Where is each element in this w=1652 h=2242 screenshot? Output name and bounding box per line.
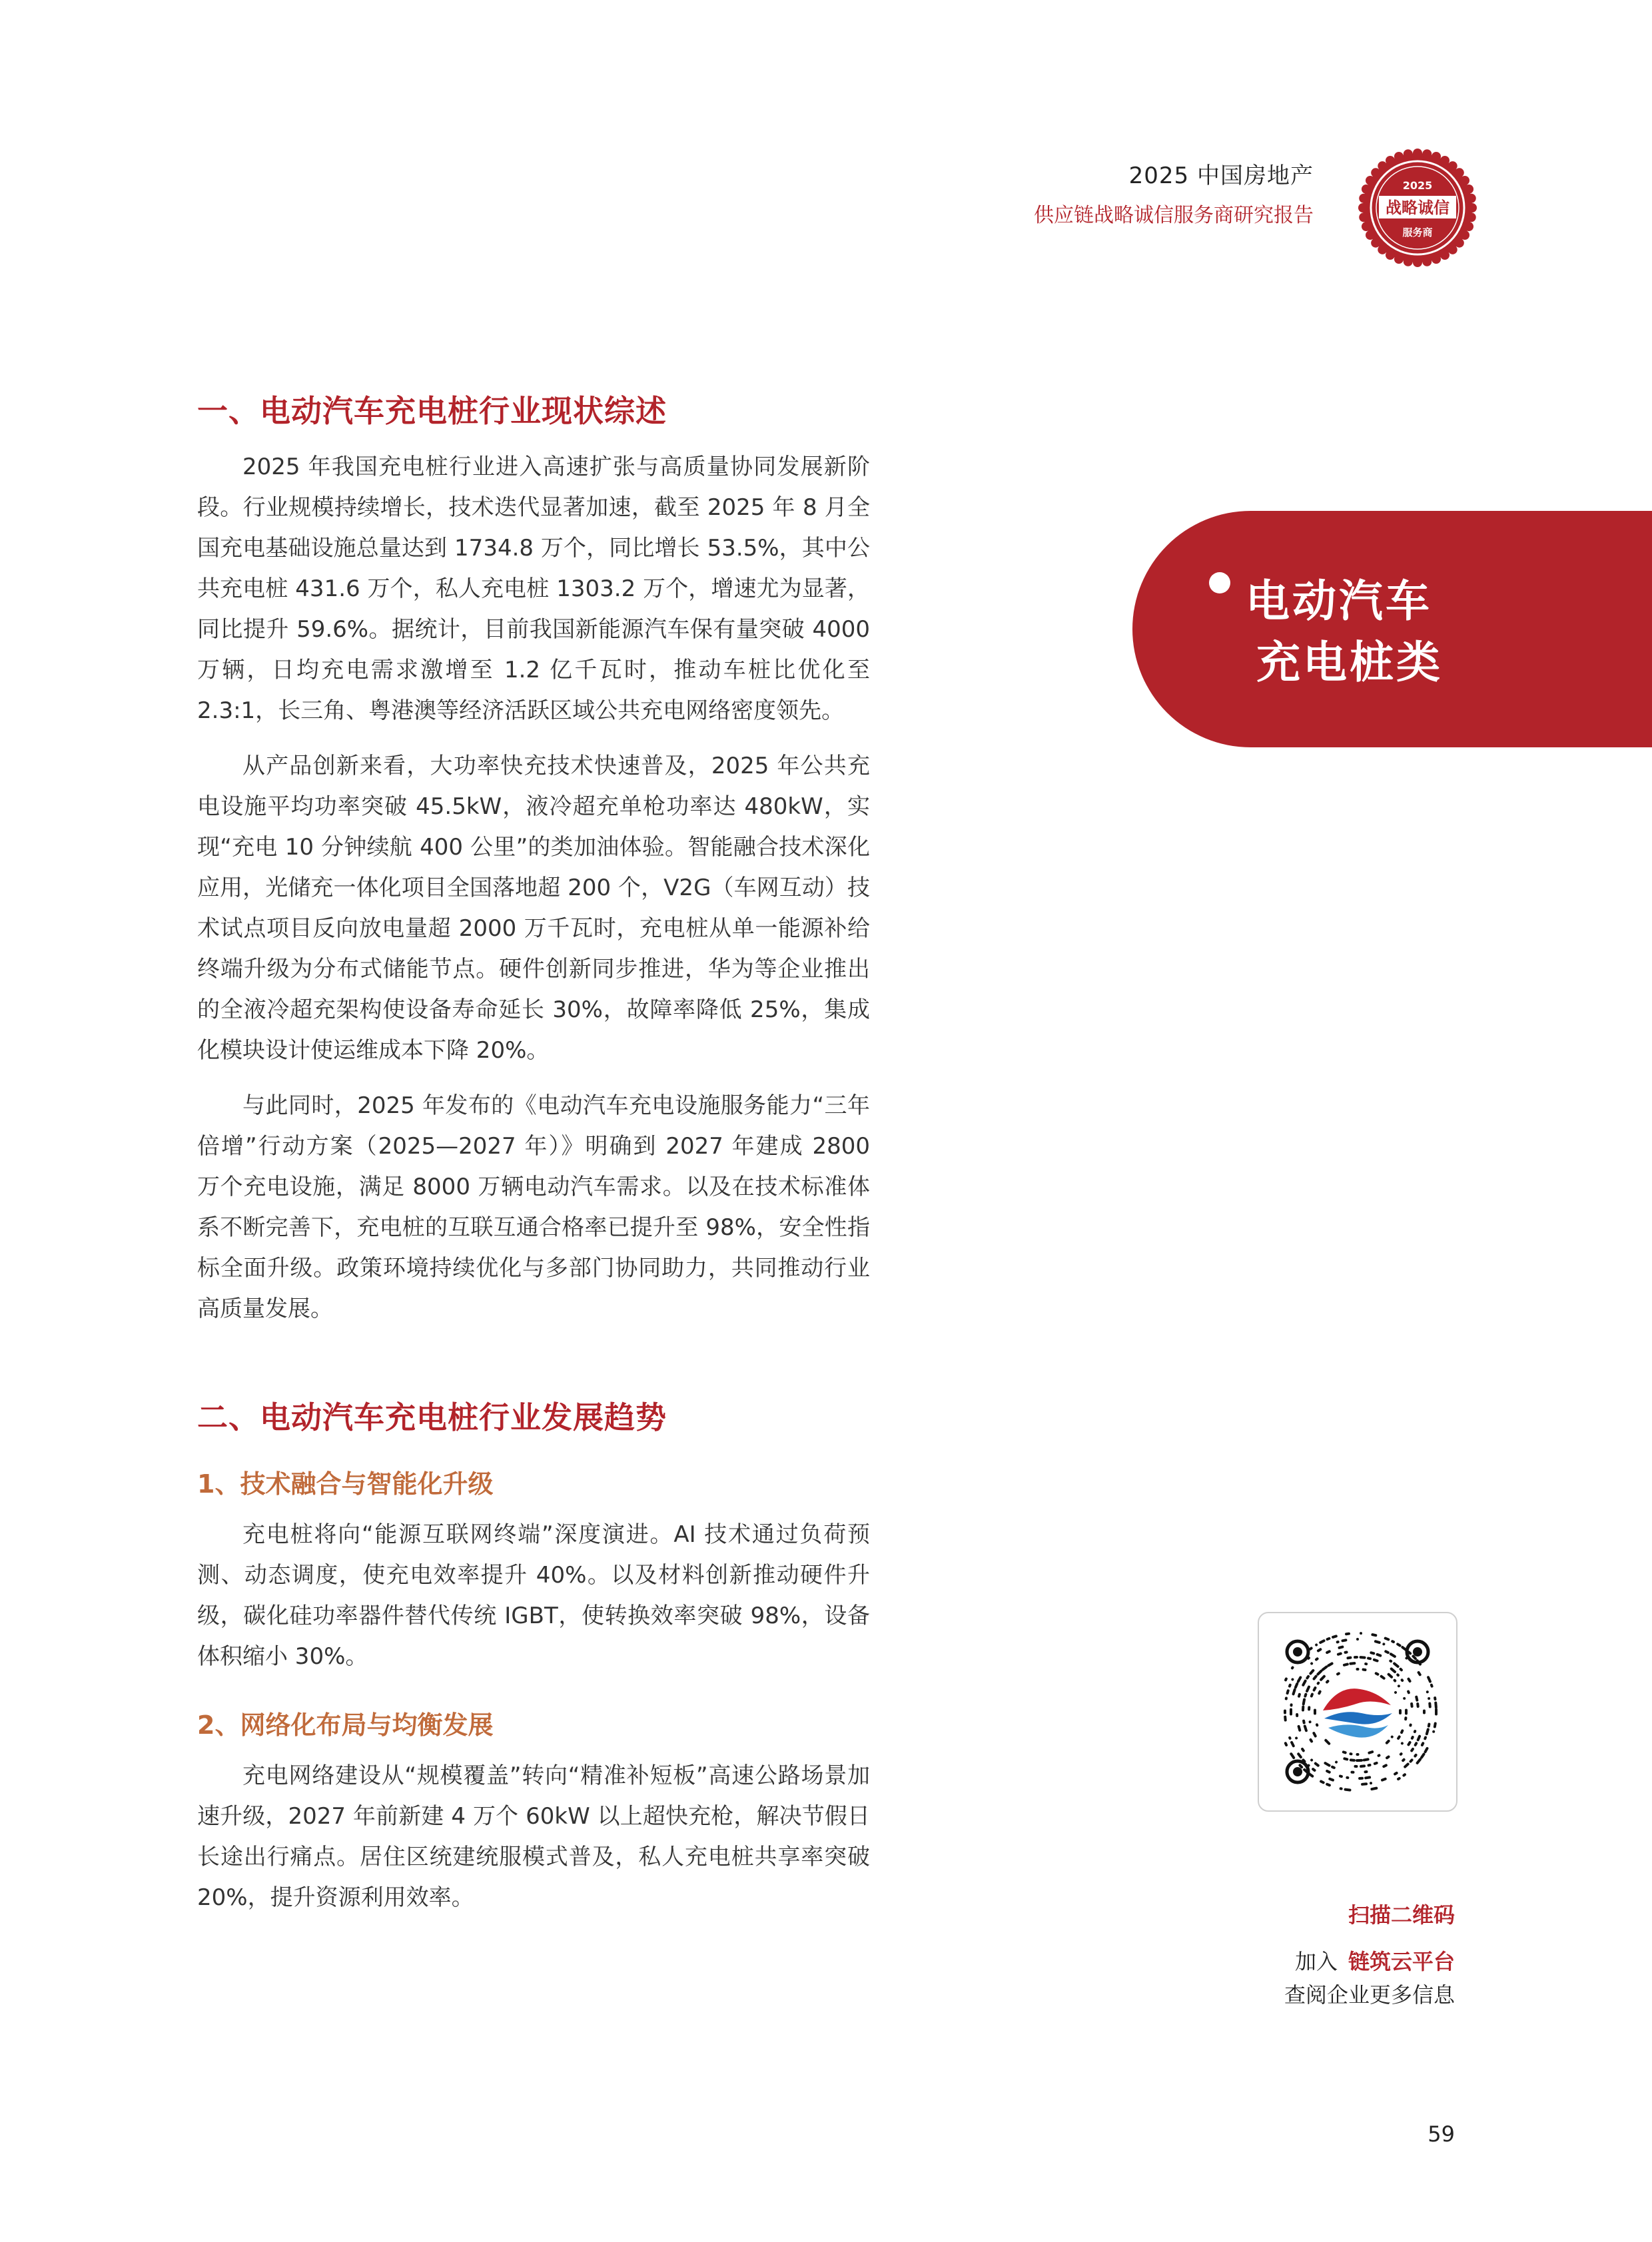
report-title-year: 2025 中国房地产 <box>1128 163 1314 189</box>
section2-sub2-title: 2、网络化布局与均衡发展 <box>197 1710 494 1740</box>
section1-paragraph-2: 从产品创新来看，大功率快充技术快速普及，2025 年公共充电设施平均功率突破 45.5kW，液冷超充单枪功率达 480kW，实现“充电 10 分钟续航 400 公里”的类加油体验。智能融合技术深化应用，光储充一体化项目全国落地超 200 个，V2G（车网互动）技术试点项目反向放电量超 2000 万千瓦时，充电桩从单一能源补给终端升级为分布式储能节点。硬件创新同步推进，华为等企业推出的全液冷超充架构使设备寿命延长 30%，故障率降低 25%，集成化模块设计使运维成本下降 20%。 <box>197 753 870 1064</box>
seal-icon <box>1358 148 1477 268</box>
banner-line2: 充电桩类 <box>1256 637 1443 688</box>
report-title-sub: 供应链战略诚信服务商研究报告 <box>1034 204 1314 227</box>
section1-paragraph-1: 2025 年我国充电桩行业进入高速扩张与高质量协同发展新阶段。行业规模持续增长，技术迭代显著加速，截至 2025 年 8 月全国充电基础设施总量达到 1734.8 万个，同比增长 53.5%，其中公共充电桩 431.6 万个，私人充电桩 1303.2 万个，增速尤为显著，同比提升 59.6%。据统计，目前我国新能源汽车保有量突破 4000 万辆，日均充电需求激增至 1.2 亿千瓦时，推动车桩比优化至 2.3:1，长三角、粤港澳等经济活跃区域公共充电网络密度领先。 <box>197 454 870 724</box>
qr-platform-name: 链筑云平台 <box>1348 1949 1455 1974</box>
bullet-dot-icon <box>1209 572 1230 593</box>
qr-join-line <box>1284 1945 1455 1978</box>
section2-sub1-title: 1、技术融合与智能化升级 <box>197 1469 494 1499</box>
section1-title: 一、电动汽车充电桩行业现状综述 <box>197 393 667 429</box>
seal-year: 2025 <box>1402 179 1433 192</box>
report-header <box>1034 160 1314 232</box>
seal-main-text: 战略诚信 <box>1386 198 1449 217</box>
qr-scan-label: 扫描二维码 <box>1348 1902 1455 1928</box>
category-banner <box>1132 511 1652 747</box>
qr-code-icon <box>1271 1625 1444 1798</box>
main-content <box>197 390 870 1918</box>
section2-sub1-paragraph: 充电桩将向“能源互联网终端”深度演进。AI 技术通过负荷预测、动态调度，使充电效率提升 40%。以及材料创新推动硬件升级，碳化硅功率器件替代传统 IGBT，使转换效率突破 98%，设备体积缩小 30%。 <box>197 1521 870 1670</box>
section2-sub2-paragraph: 充电网络建设从“规模覆盖”转向“精准补短板”高速公路场景加速升级，2027 年前新建 4 万个 60kW 以上超快充枪，解决节假日长途出行痛点。居住区统建统服模式普及，私人充电桩共享率突破 20%，提升资源利用效率。 <box>197 1762 870 1911</box>
qr-code <box>1258 1612 1457 1812</box>
qr-caption <box>1284 1898 1455 2012</box>
seal-bottom-text: 服务商 <box>1402 226 1433 238</box>
section1-paragraph-3: 与此同时，2025 年发布的《电动汽车充电设施服务能力“三年倍增”行动方案（2025—2027 年）》明确到 2027 年建成 2800 万个充电设施，满足 8000 万辆电动汽车需求。以及在技术标准体系不断完善下，充电桩的互联互通合格率已提升至 98%，安全性指标全面升级。政策环境持续优化与多部门协同助力，共同推动行业高质量发展。 <box>197 1092 870 1322</box>
page-number: 59 <box>1428 2121 1455 2147</box>
qr-info-line: 查阅企业更多信息 <box>1284 1982 1455 2008</box>
section2-title: 二、电动汽车充电桩行业发展趋势 <box>197 1399 667 1435</box>
qr-join-prefix: 加入 <box>1294 1949 1338 1974</box>
banner-line1: 电动汽车 <box>1246 575 1432 627</box>
